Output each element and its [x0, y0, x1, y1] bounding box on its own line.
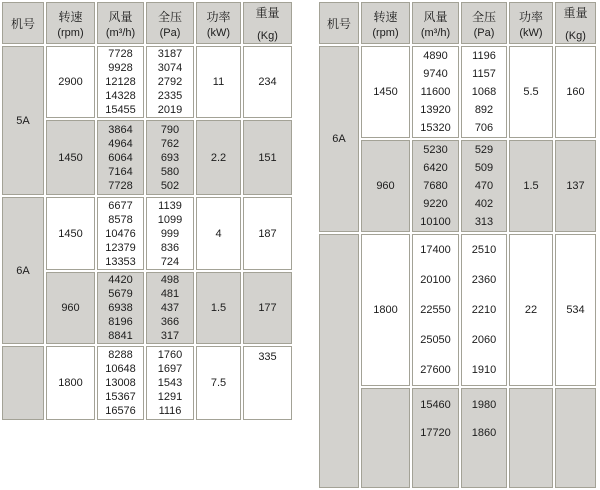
header-unit: (Pa) — [473, 26, 495, 39]
flow-list-cell: 15460 17720 — [412, 388, 459, 488]
header-label: 功率 — [518, 9, 543, 24]
spec-table-right — [317, 0, 598, 490]
flow-list-cell: 3864 4964 6064 7164 7728 — [97, 120, 144, 195]
header-label: 风量 — [423, 9, 448, 24]
speed-cell: 1800 — [46, 346, 95, 420]
header-unit: (rpm) — [372, 26, 399, 39]
header-label: 重量 — [255, 6, 280, 20]
pressure-list-cell: 498 481 437 366 317 — [146, 272, 194, 344]
header-row — [319, 2, 596, 44]
spec-block-row — [319, 140, 596, 232]
weight-cell — [555, 388, 596, 488]
machine-cell — [2, 346, 44, 420]
power-cell: 1.5 — [509, 140, 553, 232]
speed-cell: 1800 — [361, 234, 410, 386]
header-unit: (Kg) — [257, 30, 278, 42]
flow-list-cell: 8288 10648 13008 15367 16576 — [97, 346, 144, 420]
header-unit: (Kg) — [565, 30, 586, 42]
power-cell: 4 — [196, 197, 241, 270]
header-col-1 — [46, 2, 95, 44]
weight-cell: 234 — [243, 46, 292, 118]
spec-block-row — [2, 120, 292, 195]
weight-cell: 187 — [243, 197, 292, 270]
header-label: 转速 — [58, 9, 83, 24]
pressure-list-cell: 529 509 470 402 313 — [461, 140, 507, 232]
speed-cell: 1450 — [46, 120, 95, 195]
header-label: 机号 — [326, 16, 351, 31]
header-label: 功率 — [206, 9, 231, 24]
pressure-list-cell: 1139 1099 999 836 724 — [146, 197, 194, 270]
speed-cell: 960 — [46, 272, 95, 344]
machine-cell: 5A — [2, 46, 44, 195]
flow-list-cell: 4420 5679 6938 8196 8841 — [97, 272, 144, 344]
speed-cell: 960 — [361, 140, 410, 232]
flow-list-cell: 6677 8578 10476 12379 13353 — [97, 197, 144, 270]
power-cell: 22 — [509, 234, 553, 386]
machine-cell: 6A — [2, 197, 44, 344]
spec-table-left — [0, 0, 294, 422]
header-unit: (m³/h) — [105, 26, 136, 39]
pressure-list-cell: 3187 3074 2792 2335 2019 — [146, 46, 194, 118]
header-col-0 — [2, 2, 44, 44]
weight-cell: 177 — [243, 272, 292, 344]
header-col-2 — [97, 2, 144, 44]
spec-block-row — [319, 388, 596, 488]
header-unit: (kW) — [519, 26, 543, 39]
weight-cell: 335 — [243, 346, 292, 420]
power-cell: 7.5 — [196, 346, 241, 420]
header-col-0 — [319, 2, 359, 44]
weight-cell: 137 — [555, 140, 596, 232]
header-unit: (m³/h) — [420, 26, 451, 39]
header-label: 机号 — [10, 16, 35, 31]
machine-cell: 6A — [319, 46, 359, 232]
pressure-list-cell: 1980 1860 — [461, 388, 507, 488]
spec-block-row — [319, 234, 596, 386]
weight-cell: 160 — [555, 46, 596, 138]
flow-list-cell: 17400 20100 22550 25050 27600 — [412, 234, 459, 386]
header-col-3 — [146, 2, 194, 44]
spec-block-row — [2, 197, 292, 270]
header-col-1 — [361, 2, 410, 44]
power-cell: 11 — [196, 46, 241, 118]
header-unit: (rpm) — [57, 26, 84, 39]
header-label: 全压 — [471, 9, 496, 24]
spec-block-row — [2, 46, 292, 118]
spec-block-row — [2, 346, 292, 420]
weight-cell: 151 — [243, 120, 292, 195]
header-unit: (Pa) — [159, 26, 181, 39]
pressure-list-cell: 1196 1157 1068 892 706 — [461, 46, 507, 138]
flow-list-cell: 4890 9740 11600 13920 15320 — [412, 46, 459, 138]
speed-cell: 1450 — [361, 46, 410, 138]
spec-block-row — [319, 46, 596, 138]
header-label: 风量 — [108, 9, 133, 24]
power-cell: 1.5 — [196, 272, 241, 344]
power-cell — [509, 388, 553, 488]
header-label: 重量 — [563, 6, 588, 20]
flow-list-cell: 5230 6420 7680 9220 10100 — [412, 140, 459, 232]
header-col-4 — [196, 2, 241, 44]
speed-cell: 1450 — [46, 197, 95, 270]
header-label: 转速 — [373, 9, 398, 24]
pressure-list-cell: 790 762 693 580 502 — [146, 120, 194, 195]
header-unit: (kW) — [206, 26, 231, 39]
header-label: 全压 — [157, 9, 182, 24]
power-cell: 5.5 — [509, 46, 553, 138]
flow-list-cell: 7728 9928 12128 14328 15455 — [97, 46, 144, 118]
power-cell: 2.2 — [196, 120, 241, 195]
weight-cell: 534 — [555, 234, 596, 386]
pressure-list-cell: 2510 2360 2210 2060 1910 — [461, 234, 507, 386]
header-col-5 — [243, 2, 292, 44]
spec-block-row — [2, 272, 292, 344]
header-col-2 — [412, 2, 459, 44]
header-col-3 — [461, 2, 507, 44]
header-col-4 — [509, 2, 553, 44]
header-row — [2, 2, 292, 44]
machine-cell — [319, 234, 359, 488]
speed-cell: 2900 — [46, 46, 95, 118]
speed-cell — [361, 388, 410, 488]
pressure-list-cell: 1760 1697 1543 1291 1116 — [146, 346, 194, 420]
header-col-5 — [555, 2, 596, 44]
